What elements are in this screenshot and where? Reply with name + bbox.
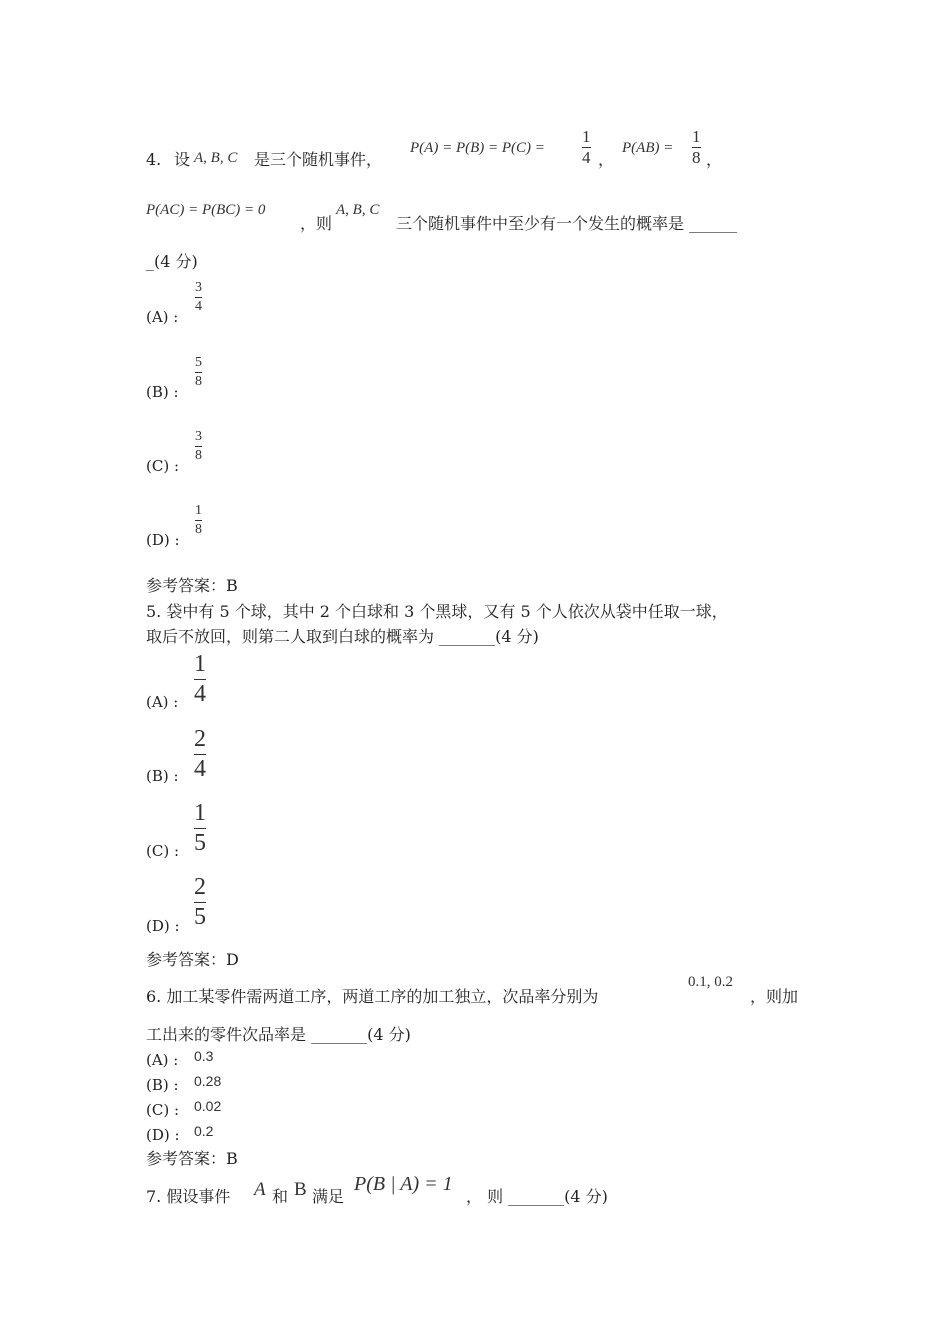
option-b-label[interactable]: (B) : bbox=[146, 1076, 179, 1094]
math-event-a: A bbox=[254, 1179, 266, 1200]
question-text: 6. 加工某零件需两道工序，两道工序的加工独立，次品率分别为 bbox=[146, 987, 599, 1006]
option-d-fraction bbox=[194, 875, 206, 929]
fraction-bar bbox=[195, 520, 202, 521]
option-a-label[interactable]: (A) : bbox=[146, 693, 179, 711]
math-event-b: B bbox=[294, 1179, 307, 1200]
numerator: 1 bbox=[194, 651, 206, 677]
question-points: _(4 分) bbox=[146, 252, 198, 271]
question-text: 和 bbox=[272, 1187, 289, 1206]
reference-answer: 参考答案：B bbox=[146, 576, 238, 595]
denominator: 8 bbox=[195, 374, 202, 389]
math-fraction bbox=[582, 128, 591, 166]
reference-answer: 参考答案：B bbox=[146, 1149, 238, 1168]
punctuation: ， bbox=[706, 150, 723, 169]
math-fraction bbox=[692, 128, 701, 166]
fraction-bar bbox=[195, 372, 202, 373]
question-text: 7. 假设事件 bbox=[146, 1187, 231, 1206]
option-d-fraction bbox=[195, 503, 202, 537]
question-text: 工出来的零件次品率是 _______(4 分) bbox=[146, 1025, 411, 1044]
math-equation: P(A) = P(B) = P(C) = bbox=[410, 140, 545, 156]
option-a-value: 0.3 bbox=[194, 1048, 214, 1064]
numerator: 1 bbox=[194, 800, 206, 826]
option-c-value: 0.02 bbox=[194, 1098, 222, 1114]
denominator: 5 bbox=[194, 904, 206, 930]
option-b-fraction bbox=[194, 727, 206, 781]
denominator: 8 bbox=[195, 522, 202, 537]
fraction-bar bbox=[194, 679, 206, 680]
option-d-value: 0.2 bbox=[194, 1123, 214, 1139]
numerator: 5 bbox=[195, 355, 202, 370]
reference-answer: 参考答案：D bbox=[146, 950, 239, 969]
option-c-fraction bbox=[194, 801, 206, 855]
punctuation: ， bbox=[598, 150, 615, 169]
denominator: 8 bbox=[195, 448, 202, 463]
fraction-bar bbox=[194, 754, 206, 755]
option-c-fraction bbox=[195, 429, 202, 463]
option-b-value: 0.28 bbox=[194, 1073, 222, 1089]
numerator: 2 bbox=[194, 874, 206, 900]
option-d-label[interactable]: (D) : bbox=[146, 1126, 180, 1144]
numerator: 2 bbox=[194, 726, 206, 752]
denominator: 4 bbox=[582, 148, 591, 167]
math-equation: P(AB) = bbox=[622, 140, 674, 156]
question-text: 5. 袋中有 5 个球，其中 2 个白球和 3 个黑球，又有 5 个人依次从袋中任取一球， bbox=[146, 602, 728, 621]
numerator: 3 bbox=[195, 429, 202, 444]
denominator: 4 bbox=[194, 756, 206, 782]
option-a-fraction bbox=[195, 280, 202, 314]
math-events: A, B, C bbox=[194, 150, 238, 166]
question-text: 取后不放回，则第二人取到白球的概率为 _______(4 分) bbox=[146, 627, 539, 646]
question-text: 是三个随机事件， bbox=[254, 150, 383, 169]
option-c-label[interactable]: (C) : bbox=[146, 1101, 180, 1119]
math-equation: P(AC) = P(BC) = 0 bbox=[146, 202, 266, 218]
math-events: A, B, C bbox=[336, 202, 380, 218]
denominator: 5 bbox=[194, 830, 206, 856]
option-a-label[interactable]: (A) : bbox=[146, 1051, 179, 1069]
fraction-bar bbox=[195, 297, 202, 298]
option-d-label[interactable]: (D) : bbox=[146, 531, 180, 549]
option-b-label[interactable]: (B) : bbox=[146, 383, 179, 401]
fraction-bar bbox=[194, 828, 206, 829]
denominator: 4 bbox=[195, 299, 202, 314]
math-rates: 0.1, 0.2 bbox=[688, 974, 733, 990]
denominator: 4 bbox=[194, 681, 206, 707]
numerator: 1 bbox=[195, 503, 202, 518]
question-text: ， 则 _______(4 分) bbox=[466, 1187, 608, 1206]
option-a-label[interactable]: (A) : bbox=[146, 308, 179, 326]
fraction-bar bbox=[195, 446, 202, 447]
question-number: 4. bbox=[146, 150, 162, 169]
denominator: 8 bbox=[692, 148, 701, 167]
option-b-fraction bbox=[195, 355, 202, 389]
question-text: ，则 bbox=[300, 214, 333, 233]
math-condition: P(B | A) = 1 bbox=[354, 1173, 453, 1195]
option-c-label[interactable]: (C) : bbox=[146, 842, 180, 860]
option-d-label[interactable]: (D) : bbox=[146, 917, 180, 935]
option-c-label[interactable]: (C) : bbox=[146, 457, 180, 475]
numerator: 1 bbox=[692, 127, 701, 146]
option-a-fraction bbox=[194, 652, 206, 706]
question-text: 设 bbox=[174, 150, 191, 169]
question-text: 满足 bbox=[312, 1187, 345, 1206]
option-b-label[interactable]: (B) : bbox=[146, 767, 179, 785]
numerator: 3 bbox=[195, 280, 202, 295]
question-text: ，则加 bbox=[750, 987, 799, 1006]
numerator: 1 bbox=[582, 127, 591, 146]
question-text: 三个随机事件中至少有一个发生的概率是 ______ bbox=[396, 214, 738, 233]
fraction-bar bbox=[194, 902, 206, 903]
